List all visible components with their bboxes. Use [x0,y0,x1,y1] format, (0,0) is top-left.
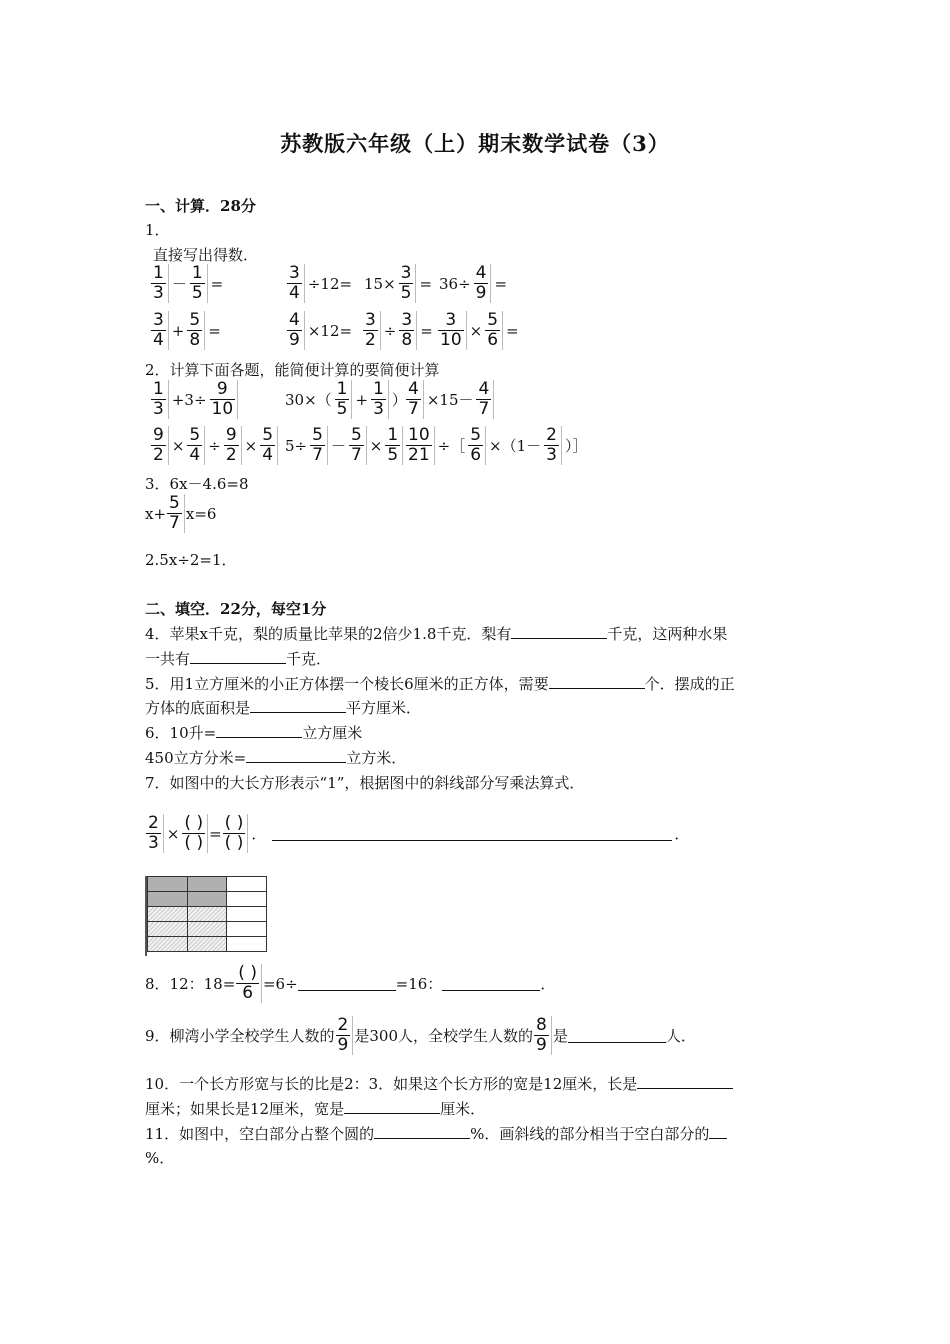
fraction: $\frac{5}{7}$ [310,426,328,465]
fraction: $\frac{4}{7}$ [406,380,424,419]
section1-heading: 一、计算．28分 [145,197,256,215]
fraction: $\frac{1}{3}$ [151,380,169,419]
fraction: $\frac{10}{21}$ [406,426,435,465]
answer-blank[interactable] [272,826,672,841]
q2-text: 2．计算下面各题，能简便计算的要简便计算 [145,361,440,379]
q4-line1: 4．苹果x千克，梨的质量比苹果的2倍少1.8千克．梨有 千克，这两种水果 [145,625,728,643]
q2-r1b: 30×（ $\frac{1}{5}$ + $\frac{1}{3}$ ） [285,379,407,419]
fraction: $\frac{9}{2}$ [151,426,169,465]
fraction: $\frac{1}{3}$ [151,264,169,303]
fraction: $\frac{5}{4}$ [260,426,278,465]
fraction: $\frac{3}{5}$ [399,264,417,303]
q3-line2: x+ $\frac{5}{7}$ x=6 [145,493,217,533]
q10-line1: 10．一个长方形宽与长的比是2：3．如果这个长方形的宽是12厘米，长是 [145,1073,733,1094]
fraction: $\frac{4}{9}$ [287,311,305,350]
q8-line: 8．12：18= $\frac{( )}{6}$ =6÷ =16： ． [145,963,556,1003]
answer-blank[interactable] [190,649,286,664]
q5-line2: 方体的底面积是 平方厘米． [145,699,422,717]
answer-blank[interactable] [374,1124,470,1139]
q4-line2: 一共有 千克． [145,650,332,668]
fraction: $\frac{1}{5}$ [385,426,403,465]
fraction: $\frac{2}{9}$ [336,1016,354,1055]
answer-blank[interactable] [549,674,645,689]
q2-r2a: $\frac{9}{2}$ × $\frac{5}{4}$ ÷ $\frac{9}{2}$ × $\frac{5}{4}$ [150,426,279,465]
fraction: $\frac{4}{7}$ [476,380,494,419]
q2-r2b: 5÷ $\frac{5}{7}$ － $\frac{5}{7}$ × $\frac{1}{5}$ [283,426,404,465]
fraction: $\frac{5}{6}$ [468,426,486,465]
page-title: 苏教版六年级（上）期末数学试卷（3） [280,131,670,156]
answer-blank[interactable] [709,1124,727,1139]
fraction: $\frac{1}{3}$ [371,380,389,419]
fraction: $\frac{5}{7}$ [349,426,367,465]
q6-line1: 6．10升= 立方厘米 [145,724,363,742]
q1-row2-c: $\frac{3}{2}$ ÷ $\frac{3}{8}$ = [365,310,433,350]
answer-blank[interactable] [216,723,302,738]
rectangle-grid-figure [145,876,267,956]
answer-blank[interactable] [568,1028,666,1043]
q1-row2-b: $\frac{4}{9}$ ×12= [289,310,353,350]
q2-r1a: $\frac{1}{3}$ +3÷ $\frac{9}{10}$ [150,380,239,419]
q1-number: 1． [145,221,170,239]
fraction: $\frac{( )}{6}$ [236,964,262,1003]
section2-heading: 二、填空．22分，每空1分 [145,600,327,618]
fraction: $\frac{5}{6}$ [485,311,503,350]
fraction: $\frac{4}{9}$ [474,264,492,303]
q1-intro: 直接写出得数． [153,246,259,264]
answer-blank[interactable] [637,1074,733,1089]
q5-line1: 5．用1立方厘米的小正方体摆一个棱长6厘米的正方体，需要 个．摆成的正 [145,675,735,693]
fraction: $\frac{8}{9}$ [534,1016,552,1055]
answer-blank[interactable] [250,698,346,713]
answer-blank[interactable] [298,976,396,991]
answer-blank[interactable] [442,976,540,991]
q3-line1: 3．6x－4.6=8 [145,475,249,493]
q6-line2: 450立方分米= 立方米． [145,749,407,767]
q7-expression: $\frac{2}{3}$ × $\frac{( )}{( )}$ = $\frac{( )}{( )}$ ． ． [148,813,690,853]
fraction: $\frac{2}{3}$ [146,814,164,853]
fraction: $\frac{3}{2}$ [363,311,381,350]
answer-blank[interactable] [344,1099,440,1114]
fraction: $\frac{3}{10}$ [438,311,467,350]
q1-row1-b: $\frac{3}{4}$ ÷12= [289,263,353,303]
fraction: $\frac{1}{5}$ [335,380,353,419]
fraction: $\frac{5}{4}$ [187,426,205,465]
q11-line2: %． [145,1149,175,1167]
fraction: $\frac{2}{3}$ [544,426,562,465]
q1-row2-e: $\frac{3}{10}$ × $\frac{5}{6}$ = [440,310,519,350]
fraction: $\frac{9}{10}$ [210,380,239,419]
q2-r1c: $\frac{4}{7}$ ×15－ $\frac{4}{7}$ [405,380,495,419]
q2-r2c: $\frac{10}{21}$ ÷［ $\frac{5}{6}$ ×（1－ $\frac{2}{3}$ ）］ [408,425,588,465]
fraction: $\frac{3}{4}$ [287,264,305,303]
q1-row1-a: $\frac{1}{3}$ － $\frac{1}{5}$ = [153,263,224,303]
q1-row2-a: $\frac{3}{4}$ + $\frac{5}{8}$ = [153,310,221,350]
q10-line2: 厘米；如果长是12厘米，宽是 厘米． [145,1100,486,1118]
fraction: $\frac{9}{2}$ [224,426,242,465]
fraction-blank[interactable]: $\frac{( )}{( )}$ [223,814,249,853]
q1-row1-c: 15× $\frac{3}{5}$ = [364,263,433,303]
q3-line3: 2.5x÷2=1． [145,551,237,569]
fraction: $\frac{3}{8}$ [399,311,417,350]
fraction: $\frac{5}{7}$ [167,494,185,533]
answer-blank[interactable] [246,748,346,763]
fraction: $\frac{1}{5}$ [190,264,208,303]
fraction-blank[interactable]: $\frac{( )}{( )}$ [182,814,208,853]
q1-row1-e: 36÷ $\frac{4}{9}$ = [439,263,508,303]
q7-text: 7．如图中的大长方形表示“1”，根据图中的斜线部分写乘法算式． [145,774,585,792]
fraction: $\frac{3}{4}$ [151,311,169,350]
fraction: $\frac{5}{8}$ [187,311,205,350]
q11-line1: 11．如图中，空白部分占整个圆的 %．画斜线的部分相当于空白部分的 [145,1123,727,1144]
q9-line: 9．柳湾小学全校学生人数的 $\frac{2}{9}$ 是300人，全校学生人数的 $\frac{8}{9}$ 是 人． [145,1015,696,1055]
answer-blank[interactable] [511,624,607,639]
